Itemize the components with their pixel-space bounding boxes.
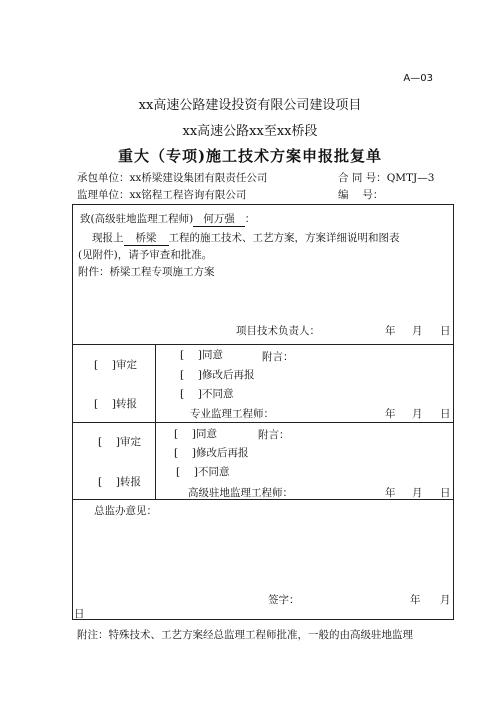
submission-line-2: (见附件)，请予审查和批准。 <box>78 249 213 261</box>
agree-checkbox[interactable]: [ ] <box>180 349 203 361</box>
chief-date-year: 年 <box>410 594 421 606</box>
forward-checkbox-2[interactable]: [ ] <box>98 476 121 488</box>
disagree-option-2[interactable]: [ ]不同意 <box>176 466 230 478</box>
agree-option[interactable]: [ ]同意 <box>180 349 224 361</box>
specialist-label: 专业监理工程师： <box>190 408 274 420</box>
form-code: A—03 <box>403 73 433 84</box>
contract-label: 合 同 号： <box>338 172 387 184</box>
forward-option[interactable]: [ ]转报 <box>94 398 138 410</box>
divider-1 <box>72 344 454 345</box>
revise-option[interactable]: [ ]修改后再报 <box>180 369 255 381</box>
date-month: 月 <box>412 325 423 337</box>
senior-date-day: 日 <box>440 487 451 499</box>
date-day: 日 <box>440 325 451 337</box>
contract-value: QMTJ—3 <box>386 172 435 184</box>
agree-option-2[interactable]: [ ]同意 <box>174 428 218 440</box>
disagree-checkbox[interactable]: [ ] <box>180 388 203 400</box>
footnote: 附注：特殊技术、工艺方案经总监理工程师批准，一般的由高级驻地监理 <box>77 629 413 641</box>
review-option-2[interactable]: [ ]审定 <box>98 436 142 448</box>
supervisor-row <box>77 187 246 202</box>
addressee-line: 致(高级驻地监理工程师) 何万强 ： <box>80 213 256 225</box>
disagree-checkbox-2[interactable]: [ ] <box>176 466 199 478</box>
senior-date-month: 月 <box>412 487 423 499</box>
road-section-line: xx高速公路xx至xx桥段 <box>182 124 318 139</box>
supervisor-value: xx铭程工程咨询有限公司 <box>129 189 247 201</box>
supervisor-label: 监理单位： <box>77 189 130 201</box>
senior-date-year: 年 <box>385 487 396 499</box>
divider-2 <box>72 422 454 423</box>
submission-line: 现报上 桥梁 工程的施工技术、工艺方案，方案详细说明和图表 <box>92 232 400 244</box>
specialist-date-year: 年 <box>385 408 396 420</box>
serial-label: 编 号： <box>338 189 384 201</box>
serial-row <box>338 187 383 202</box>
senior-label: 高级驻地监理工程师： <box>188 487 293 499</box>
responsible-label: 项目技术负责人： <box>236 325 320 337</box>
contractor-row <box>77 170 267 185</box>
column-divider <box>155 344 156 499</box>
comment-label: 附言： <box>262 351 294 363</box>
contractor-label: 承包单位： <box>77 172 130 184</box>
review-checkbox[interactable]: [ ] <box>94 359 117 371</box>
addressee-name: 何万强 <box>193 211 245 227</box>
attachment-line: 附件：桥梁工程专项施工方案 <box>78 266 215 278</box>
chief-opinion-label: 总监办意见： <box>94 505 157 517</box>
revise-option-2[interactable]: [ ]修改后再报 <box>174 447 249 459</box>
disagree-option[interactable]: [ ]不同意 <box>180 388 234 400</box>
date-year: 年 <box>385 325 396 337</box>
sign-label: 签字： <box>268 594 300 606</box>
forward-option-2[interactable]: [ ]转报 <box>98 476 142 488</box>
contractor-value: xx桥梁建设集团有限责任公司 <box>129 172 268 184</box>
revise-checkbox[interactable]: [ ] <box>180 369 203 381</box>
document-title: 重大（专项)施工技术方案申报批复单 <box>117 147 383 165</box>
review-checkbox-2[interactable]: [ ] <box>98 436 121 448</box>
specialist-date-month: 月 <box>412 408 423 420</box>
chief-date-day: 日 <box>74 608 85 620</box>
chief-date-month: 月 <box>440 594 451 606</box>
contract-row <box>338 170 434 185</box>
forward-checkbox[interactable]: [ ] <box>94 398 117 410</box>
specialist-date-day: 日 <box>440 408 451 420</box>
company-project-line: xx高速公路建设投资有限公司建设项目 <box>138 98 362 113</box>
agree-checkbox-2[interactable]: [ ] <box>174 428 197 440</box>
comment-label-2: 附言： <box>258 429 290 441</box>
project-name: 桥梁 <box>124 230 169 246</box>
review-option[interactable]: [ ]审定 <box>94 359 138 371</box>
revise-checkbox-2[interactable]: [ ] <box>174 447 197 459</box>
